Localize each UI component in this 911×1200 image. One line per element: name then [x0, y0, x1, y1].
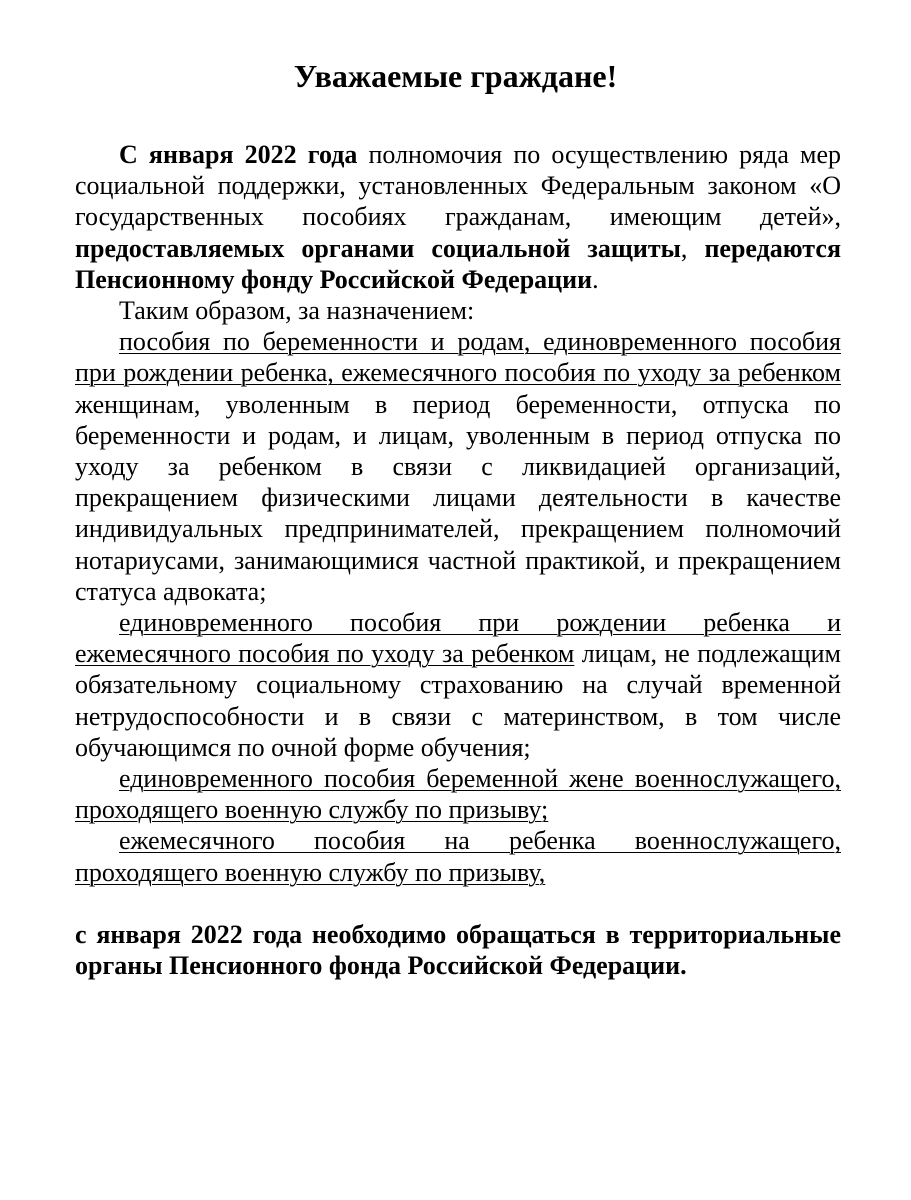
intro-period: . — [592, 264, 599, 294]
intro-bold-pension-fund: передаются Пенсионному фонду Российской Федерации — [75, 233, 842, 294]
intro-text: полномочия по осуществлению ряда мер социальной поддержки, установленных Федеральным законом «О государственных пособиях гражданам, имеющим детей», — [75, 140, 842, 232]
benefit-item-3 — [75, 763, 841, 825]
intro-paragraph — [75, 139, 841, 295]
intro-lead-bold: С января 2022 года — [119, 140, 358, 169]
page-title: Уважаемые граждане! — [293, 58, 618, 94]
conclusion-paragraph: с января 2022 года необходимо обращаться в территориальные органы Пенсионного фонда Российской Федерации. — [75, 919, 841, 981]
benefit-item-2 — [75, 607, 841, 763]
intro-bold-social-protection: предоставляемых органами социальной защиты — [75, 233, 681, 263]
benefit-item-1 — [75, 326, 841, 607]
document-body — [75, 139, 841, 981]
benefit-item-1-underlined: пособия по беременности и родам, единовременного пособия при рождении ребенка, ежемесячного пособия по уходу за ребенком — [75, 327, 841, 388]
intro-space — [687, 234, 704, 263]
benefit-item-2-text: лицам, не подлежащим обязательному социальному страхованию на случай временной нетрудоспособности и в связи с материнством, в том числе обучающимся по очной форме обучения; — [75, 639, 841, 762]
benefit-item-4 — [75, 825, 841, 887]
benefit-item-2-underlined: единовременного пособия при рождении ребенка и ежемесячного пособия по уходу за ребенком — [75, 608, 841, 669]
intro-comma: , — [680, 233, 688, 263]
benefit-item-4-underlined: ежемесячного пособия на ребенка военнослужащего, проходящего военную службу по призыву, — [75, 826, 841, 887]
benefit-item-1-text: женщинам, уволенным в период беременности, отпуска по беременности и родам, и лицам, уволенным в период отпуска по уходу за ребенком в связи с ликвидацией организаций, прекращением физическими лицами деятельности в качестве индивидуальных предпринимателей, прекращением полномочий нотариусами, занимающимися частной практикой, и прекращением статуса адвоката; — [75, 389, 841, 606]
thus-paragraph: Таким образом, за назначением: — [119, 296, 475, 326]
benefit-item-3-underlined: единовременного пособия беременной жене военнослужащего, проходящего военную службу по призыву; — [75, 764, 841, 825]
